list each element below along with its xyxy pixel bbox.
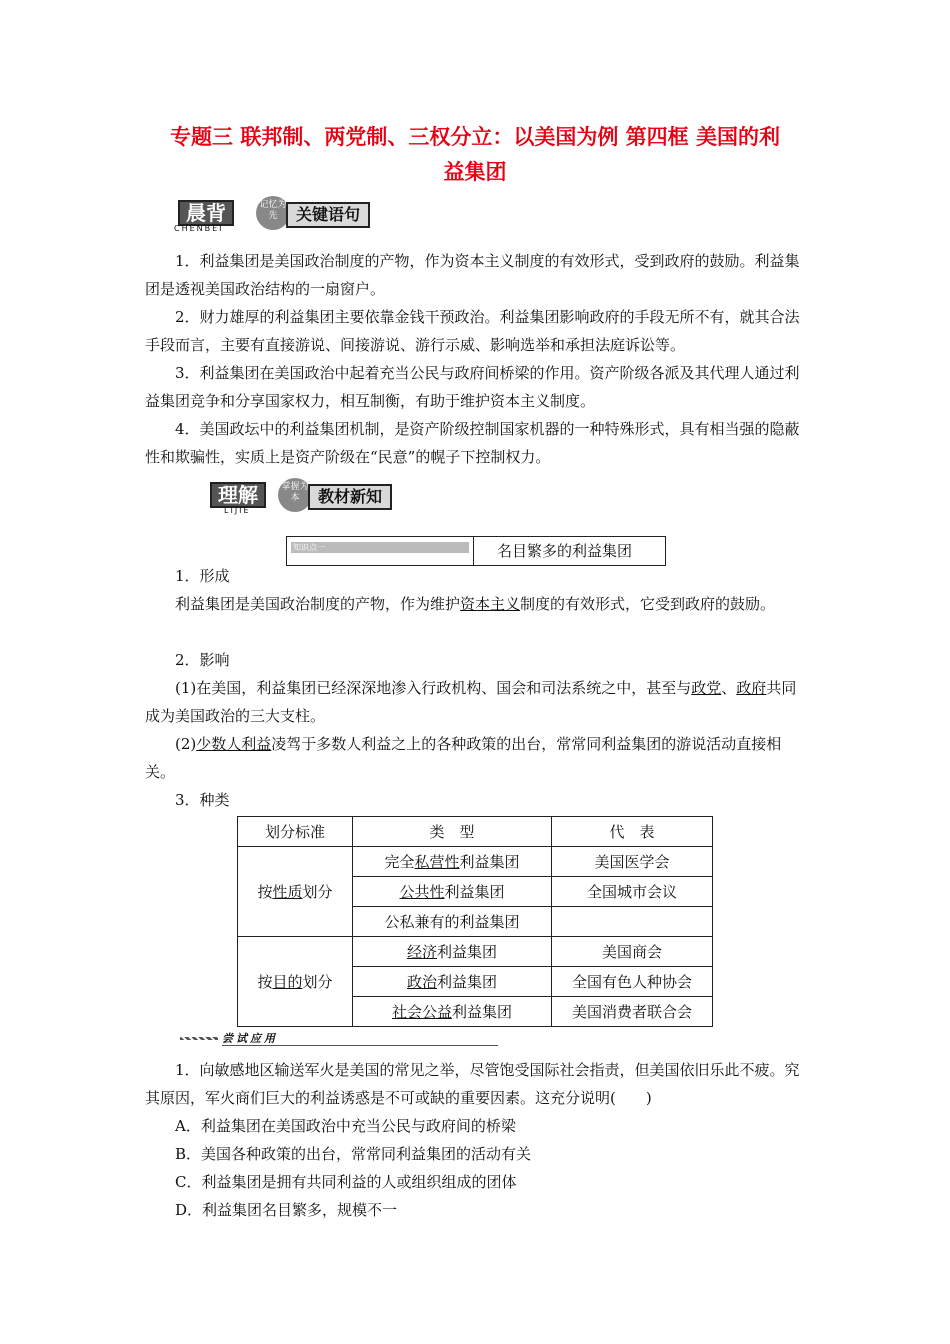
type-cell: [353, 847, 552, 877]
text-span: (2): [175, 735, 197, 753]
text-span: 、: [721, 679, 737, 697]
banner-box: 理解: [210, 482, 266, 508]
text-span: 完全: [384, 853, 415, 871]
page-title: [130, 120, 820, 190]
formation-text: [145, 590, 810, 618]
text-span: 划分: [302, 973, 333, 991]
option-d: D．利益集团名目繁多，规模不一: [175, 1201, 398, 1219]
underlined-term: 目的: [272, 973, 303, 991]
title-line-1: 专题三 联邦制、两党制、三权分立：以美国为例 第四框 美国的利: [170, 125, 780, 149]
underlined-term: 经济: [406, 943, 437, 961]
rep-cell: 美国消费者联合会: [552, 997, 713, 1027]
influence-point-2: [145, 730, 810, 786]
text-span: 按: [257, 883, 273, 901]
type-cell: [353, 967, 552, 997]
rep-cell: 美国商会: [552, 937, 713, 967]
try-apply-header: [180, 1030, 320, 1046]
underlined-term: 政治: [406, 973, 437, 991]
underlined-term: 少数人利益: [196, 735, 272, 753]
question-stem: 1．向敏感地区输送军火是美国的常见之举，尽管饱受国际社会指责，但美国依旧乐此不疲。究其原因，军火商们巨大的利益诱惑是不可或缺的重要因素。这充分说明( ): [145, 1061, 800, 1107]
banner-sub: LIJIE: [224, 506, 251, 515]
text-span: 利益集团: [437, 973, 498, 991]
table-header: 划分标准: [238, 817, 353, 847]
question-block: [145, 1056, 810, 1224]
rep-cell: [552, 907, 713, 937]
table-header: 代 表: [552, 817, 713, 847]
text-span: 凌驾于多数人利益之上的各种政策的出台，常常同利益集团的游说活动直接相关。: [145, 735, 782, 781]
key-sentence-1: 1．利益集团是美国政治制度的产物，作为资本主义制度的有效形式，受到政府的鼓励。利益集团是透视美国政治结构的一扇窗户。: [145, 252, 800, 298]
type-cell: [353, 997, 552, 1027]
type-cell: [353, 937, 552, 967]
section-heading: 3．种类: [175, 791, 230, 809]
table-row: [238, 937, 713, 967]
underlined-term: 政府: [736, 679, 767, 697]
banner-understand: [200, 478, 430, 518]
text-span: (1)在美国，利益集团已经深深地渗入行政机构、国会和司法系统之中，甚至与: [175, 679, 692, 697]
text-span: 划分: [302, 883, 333, 901]
section-types: [145, 786, 810, 814]
divider: [473, 537, 474, 565]
underlined-term: 性质: [272, 883, 303, 901]
underlined-term: 私营性: [414, 853, 460, 871]
section-influence: [145, 646, 810, 786]
banner-sub: CHENBEI: [174, 224, 224, 233]
section-heading: 1．形成: [175, 567, 230, 585]
title-line-2: 益集团: [443, 160, 507, 184]
rep-cell: 全国城市会议: [552, 877, 713, 907]
underlined-term: 资本主义: [460, 595, 521, 613]
option-c: C．利益集团是拥有共同利益的人或组织组成的团体: [175, 1173, 517, 1191]
rep-cell: 全国有色人种协会: [552, 967, 713, 997]
key-sentence-4: 4．美国政坛中的利益集团机制，是资产阶级控制国家机器的一种特殊形式，具有相当强的隐蔽性和欺骗性，实质上是资产阶级在“民意”的幌子下控制权力。: [145, 420, 800, 466]
option-a: A．利益集团在美国政治中充当公民与政府间的桥梁: [175, 1117, 516, 1135]
rep-cell: 美国医学会: [552, 847, 713, 877]
knowledge-point-title: 名目繁多的利益集团: [497, 542, 633, 560]
types-table: [237, 816, 713, 1027]
underlined-term: 公共性: [399, 883, 445, 901]
table-header: 类 型: [353, 817, 552, 847]
option-b: B．美国各种政策的出台，常常同利益集团的活动有关: [175, 1145, 532, 1163]
table-header-row: [238, 817, 713, 847]
group-cell: [238, 847, 353, 937]
text-span: 利益集团: [437, 943, 498, 961]
banner-circle: 记忆为先: [256, 196, 290, 230]
type-cell: [353, 877, 552, 907]
underlined-term: 政党: [691, 679, 722, 697]
key-sentence-3: 3．利益集团在美国政治中起着充当公民与政府间桥梁的作用。资产阶级各派及其代理人通过利益集团竞争和分享国家权力，相互制衡，有助于维护资本主义制度。: [145, 364, 800, 410]
text-span: 利益集团: [452, 1003, 513, 1021]
try-apply-label: 尝试应用: [222, 1032, 278, 1045]
influence-point-1: [145, 674, 810, 730]
table-row: [238, 847, 713, 877]
text-span: 利益集团是美国政治制度的产物，作为维护: [175, 595, 461, 613]
banner-tag: 教材新知: [308, 484, 392, 510]
key-sentence-2: 2．财力雄厚的利益集团主要依靠金钱干预政治。利益集团影响政府的手段无所不有，就其合法手段而言，主要有直接游说、间接游说、游行示威、影响选举和承担法庭诉讼等。: [145, 308, 800, 354]
section-formation: [145, 562, 810, 618]
text-span: 共同成为美国政治的三大支柱。: [145, 679, 797, 725]
text-span: 利益集团: [444, 883, 505, 901]
section-heading: 2．影响: [175, 651, 230, 669]
divider: [222, 1045, 498, 1046]
group-cell: [238, 937, 353, 1027]
banner-tag: 关键语句: [286, 202, 370, 228]
banner-circle: 掌握为本: [278, 478, 312, 512]
key-sentences: [145, 247, 810, 471]
text-span: 制度的有效形式，它受到政府的鼓励。: [520, 595, 776, 613]
underlined-term: 社会公益: [391, 1003, 452, 1021]
text-span: 公私兼有的利益集团: [384, 913, 520, 931]
decorative-stripe: [180, 1037, 218, 1040]
text-span: 按: [257, 973, 273, 991]
type-cell: [353, 907, 552, 937]
knowledge-point-label: 知识点一: [291, 542, 469, 553]
banner-key-sentences: [168, 196, 398, 236]
banner-box: 晨背: [178, 200, 234, 226]
text-span: 利益集团: [459, 853, 520, 871]
